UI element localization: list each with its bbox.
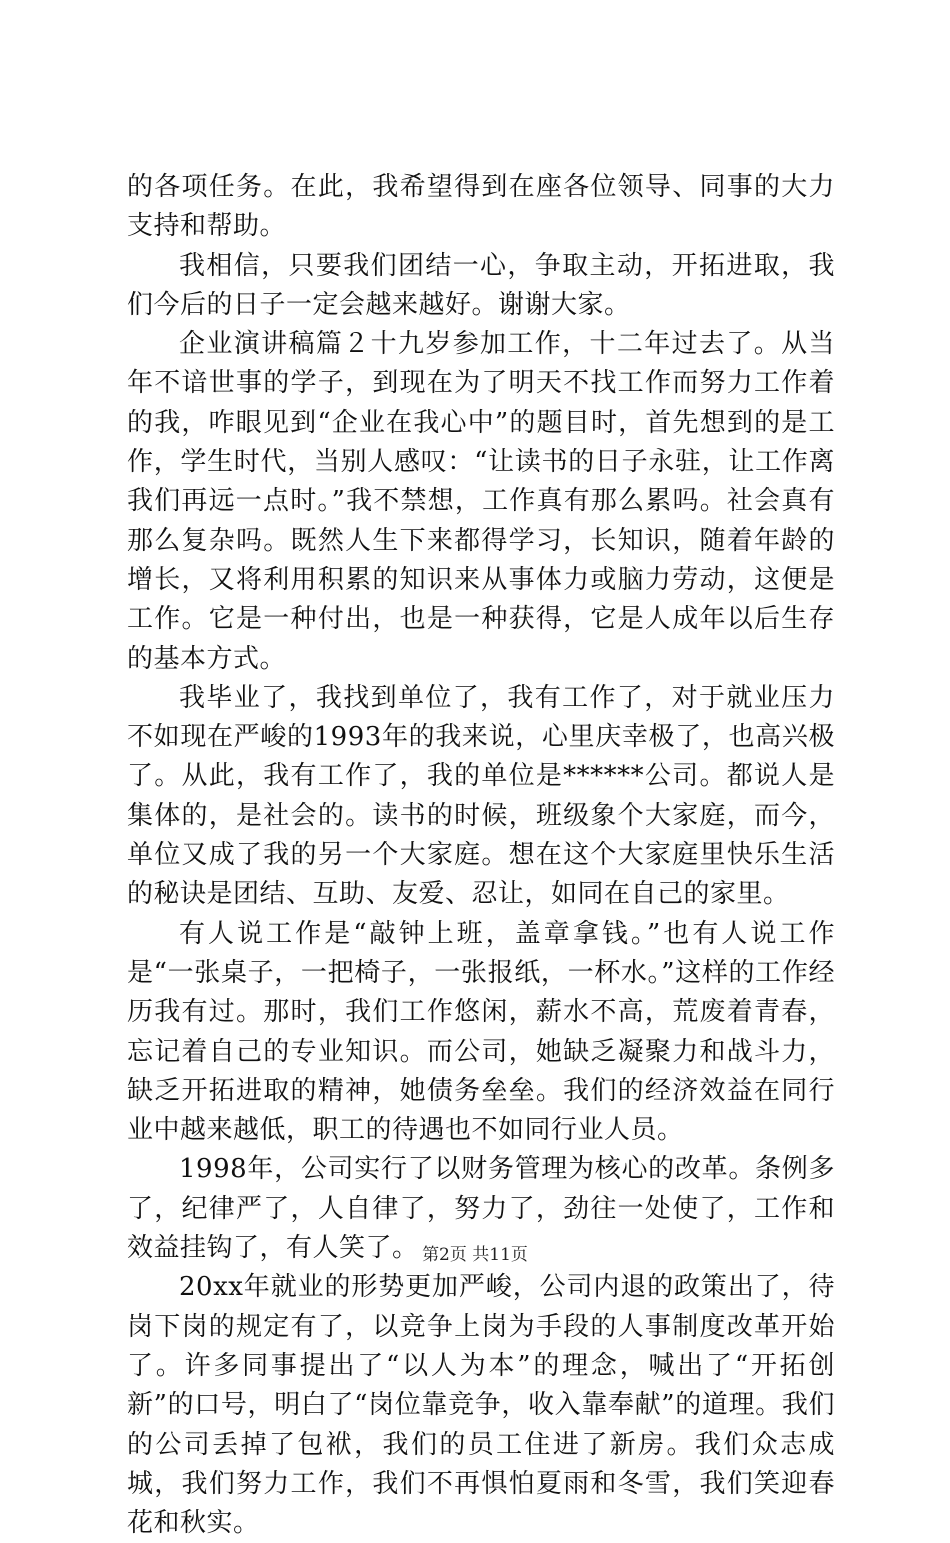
- paragraph: 有人说工作是“敲钟上班，盖章拿钱。”也有人说工作是“一张桌子，一把椅子，一张报纸，一杯水。”这样的工作经历我有过。那时，我们工作悠闲，薪水不高，荒废着青春，忘记着自己的专业知识。而公司，她缺乏凝聚力和战斗力，缺乏开拓进取的精神，她债务垒垒。我们的经济效益在同行业中越来越低，职工的待遇也不如同行业人员。: [127, 918, 835, 1146]
- page-number-footer: 第2页 共11页: [422, 1245, 528, 1265]
- paragraph: 我毕业了，我找到单位了，我有工作了，对于就业压力不如现在严峻的1993年的我来说，心里庆幸极了，也高兴极了。从此，我有工作了，我的单位是******公司。都说人是集体的，是社会的。读书的时候，班级象个大家庭，而今，单位又成了我的另一个大家庭。想在这个大家庭里快乐生活的秘诀是团结、互助、友爱、忍让，如同在自己的家里。: [127, 682, 835, 910]
- paragraph: 1998年，公司实行了以财务管理为核心的改革。条例多了，纪律严了，人自律了，努力了，劲往一处使了，工作和效益挂钩了，有人笑了。: [127, 1154, 835, 1264]
- paragraph: 我相信，只要我们团结一心，争取主动，开拓进取，我们今后的日子一定会越来越好。谢谢大家。: [127, 250, 835, 320]
- document-body: [127, 168, 835, 1543]
- paragraph: 企业演讲稿篇２十九岁参加工作，十二年过去了。从当年不谙世事的学子，到现在为了明天不找工作而努力工作着的我，咋眼见到“企业在我心中”的题目时，首先想到的是工作，学生时代，当别人感叹：“让读书的日子永驻，让工作离我们再远一点时。”我不禁想，工作真有那么累吗。社会真有那么复杂吗。既然人生下来都得学习，长知识，随着年龄的增长，又将利用积累的知识来从事体力或脑力劳动，这便是工作。它是一种付出，也是一种获得，它是人成年以后生存的基本方式。: [127, 329, 835, 674]
- paragraph-continued: 的各项任务。在此，我希望得到在座各位领导、同事的大力支持和帮助。: [127, 172, 835, 242]
- paragraph: 20xx年就业的形势更加严峻，公司内退的政策出了，待岗下岗的规定有了，以竞争上岗为手段的人事制度改革开始了。许多同事提出了“以人为本”的理念，喊出了“开拓创新”的口号，明白了“岗位靠竞争，收入靠奉献”的道理。我们的公司丢掉了包袱，我们的员工住进了新房。我们众志成城，我们努力工作，我们不再惧怕夏雨和冬雪，我们笑迎春花和秋实。: [127, 1272, 835, 1539]
